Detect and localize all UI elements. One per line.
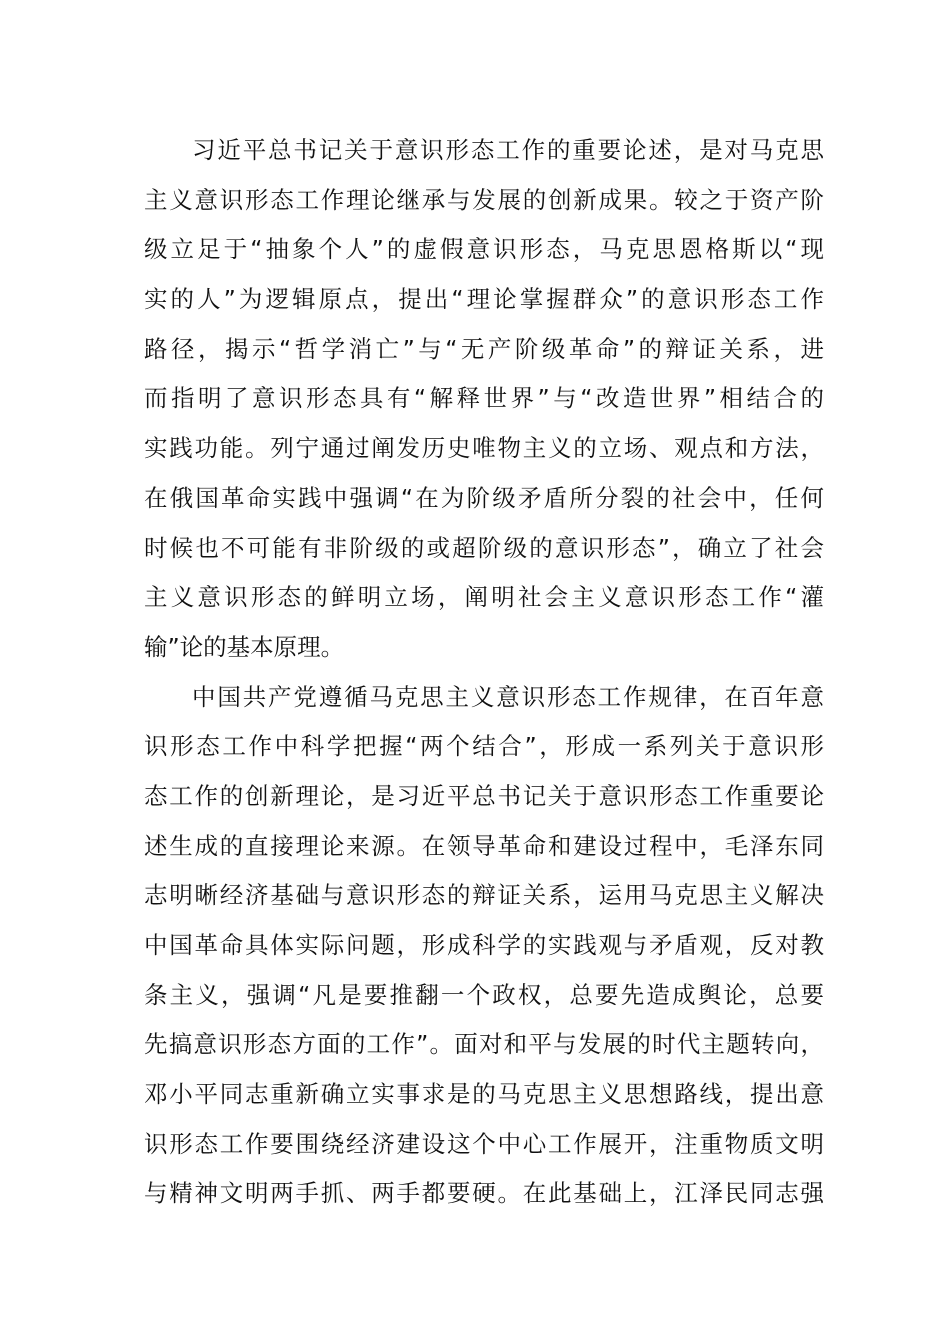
text-line: 志明晰经济基础与意识形态的辩证关系，运用马克思主义解决 bbox=[144, 881, 824, 910]
text-line: 中国革命具体实际问题，形成科学的实践观与矛盾观，反对教 bbox=[144, 931, 824, 959]
paragraph-2 bbox=[144, 673, 824, 1220]
text-line: 先搞意识形态方面的工作”。面对和平与发展的时代主题转向， bbox=[144, 1030, 824, 1059]
text-line: 态工作的创新理论，是习近平总书记关于意识形态工作重要论 bbox=[144, 781, 824, 810]
text-line: 时候也不可能有非阶级的或超阶级的意识形态”，确立了社会 bbox=[144, 533, 824, 562]
text-line: 输”论的基本原理。 bbox=[144, 632, 345, 661]
text-line: 邓小平同志重新确立实事求是的马克思主义思想路线，提出意 bbox=[144, 1080, 824, 1109]
text-line: 主义意识形态的鲜明立场，阐明社会主义意识形态工作“灌 bbox=[144, 583, 824, 612]
text-line: 主义意识形态工作理论继承与发展的创新成果。较之于资产阶 bbox=[144, 185, 824, 214]
text-line: 实践功能。列宁通过阐发历史唯物主义的立场、观点和方法， bbox=[144, 434, 824, 463]
text-line: 级立足于“抽象个人”的虚假意识形态，马克思恩格斯以“现 bbox=[144, 235, 824, 264]
text-line: 路径，揭示“哲学消亡”与“无产阶级革命”的辩证关系，进 bbox=[144, 334, 824, 363]
text-line: 而指明了意识形态具有“解释世界”与“改造世界”相结合的 bbox=[144, 384, 824, 413]
text-line: 中国共产党遵循马克思主义意识形态工作规律，在百年意 bbox=[192, 682, 824, 711]
text-line: 识形态工作要围绕经济建设这个中心工作展开，注重物质文明 bbox=[144, 1129, 824, 1158]
text-line: 实的人”为逻辑原点，提出“理论掌握群众”的意识形态工作 bbox=[144, 285, 824, 314]
text-line: 习近平总书记关于意识形态工作的重要论述，是对马克思 bbox=[192, 136, 824, 164]
text-line: 在俄国革命实践中强调“在为阶级矛盾所分裂的社会中，任何 bbox=[144, 483, 824, 512]
text-line: 识形态工作中科学把握“两个结合”，形成一系列关于意识形 bbox=[144, 732, 824, 761]
text-line: 条主义，强调“凡是要推翻一个政权，总要先造成舆论，总要 bbox=[144, 980, 824, 1009]
text-line: 述生成的直接理论来源。在领导革命和建设过程中，毛泽东同 bbox=[144, 831, 824, 860]
document-body bbox=[144, 126, 824, 1219]
paragraph-1 bbox=[144, 126, 824, 673]
text-line: 与精神文明两手抓、两手都要硬。在此基础上，江泽民同志强 bbox=[144, 1179, 824, 1208]
